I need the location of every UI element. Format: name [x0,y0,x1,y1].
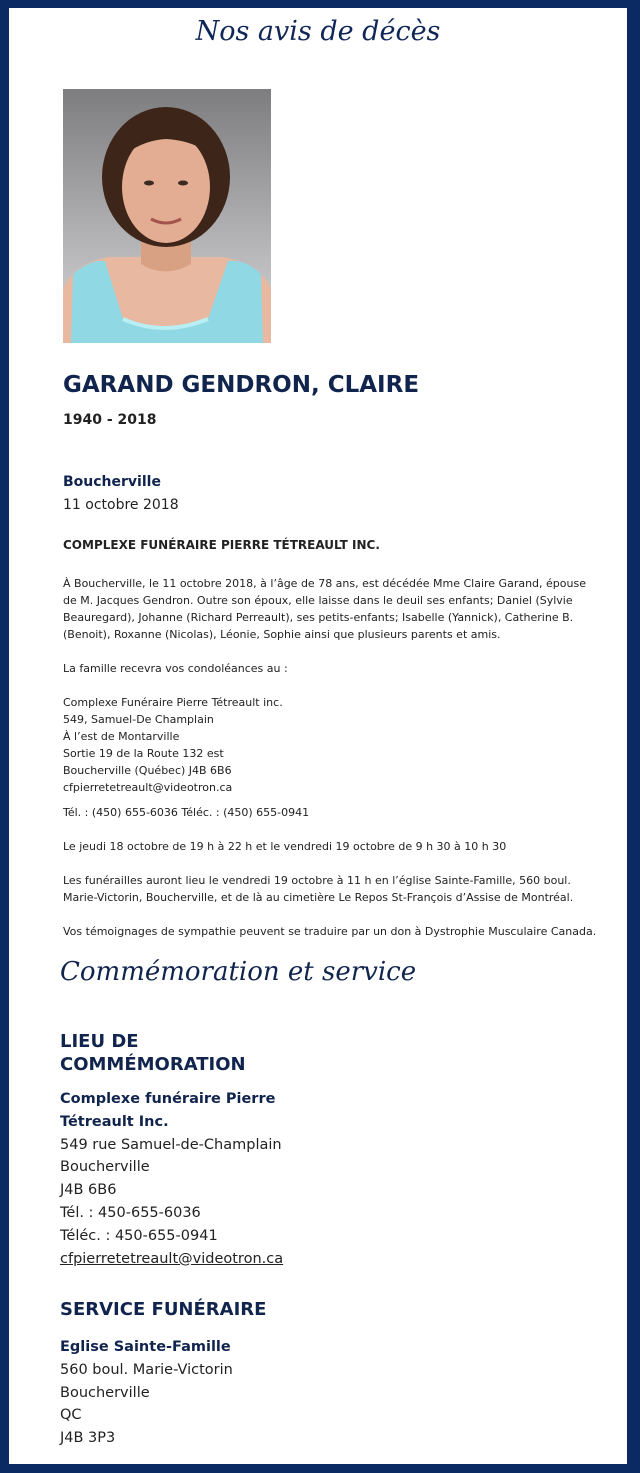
condolences-intro: La famille recevra vos condoléances au : [63,662,288,675]
commemoration-section-title: Commémoration et service [60,957,417,987]
address-line: Boucherville (Québec) J4B 6B6 [63,764,232,777]
venue-fax: Téléc. : 450-655-0941 [60,1227,218,1244]
service-street: 560 boul. Marie-Victorin [60,1361,233,1378]
portrait-photo [63,89,271,343]
venue-city: Boucherville [60,1159,150,1176]
venue-postal: J4B 6B6 [60,1182,117,1199]
venue-heading: LIEU DE COMMÉMORATION [60,1031,246,1075]
address-line: 549, Samuel-De Champlain [63,713,214,726]
funeral-home-address [63,694,598,796]
deceased-name: GARAND GENDRON, CLAIRE [63,372,420,398]
location: Boucherville [63,474,161,490]
venue-details [60,1088,290,1270]
phone-numbers: Tél. : (450) 655-6036 Téléc. : (450) 655-0941 [63,806,310,819]
obituary-frame [9,8,627,1464]
obituary-body: À Boucherville, le 11 octobre 2018, à l’âge de 78 ans, est décédée Mme Claire Garand, épouse de M. Jacques Gendron. Outre son époux, elle laisse dans le deuil ses enfants; Daniel (Sylvie Beauregard), Johanne (Richard Perreault), ses petits-enfants; Isabelle (Yannick), Catherine B. (Benoit), Roxanne (Nicolas), Léonie, Sophie ainsi que plusieurs parents et amis. [63,577,586,641]
address-email: cfpierretetreault@videotron.ca [63,781,233,794]
service-name: Eglise Sainte-Famille [60,1339,231,1355]
address-line: À l’est de Montarville [63,730,180,743]
venue-street: 549 rue Samuel-de-Champlain [60,1136,282,1153]
life-years: 1940 - 2018 [63,412,157,428]
address-line: Complexe Funéraire Pierre Tétreault inc. [63,696,283,709]
service-city: Boucherville [60,1384,150,1401]
venue-email-link[interactable]: cfpierretetreault@videotron.ca [60,1250,284,1267]
venue-phone: Tél. : 450-655-6036 [60,1204,201,1221]
service-details [60,1336,233,1450]
death-date: 11 octobre 2018 [63,497,179,513]
portrait-illustration [63,89,271,343]
sympathy-note: Vos témoignages de sympathie peuvent se traduire par un don à Dystrophie Musculaire Canada. [63,925,597,938]
venue-name: Complexe funéraire Pierre Tétreault Inc. [60,1091,276,1130]
address-line: Sortie 19 de la Route 132 est [63,747,224,760]
page-title: Nos avis de décès [195,16,441,47]
service-heading: SERVICE FUNÉRAIRE [60,1299,267,1320]
visitation-hours: Le jeudi 18 octobre de 19 h à 22 h et le vendredi 19 octobre de 9 h 30 à 10 h 30 [63,840,507,853]
service-province: QC [60,1407,82,1424]
service-postal: J4B 3P3 [60,1430,116,1447]
funeral-home-name: COMPLEXE FUNÉRAIRE PIERRE TÉTREAULT INC. [63,538,380,552]
funeral-details: Les funérailles auront lieu le vendredi 19 octobre à 11 h en l’église Sainte-Famille, 560 boul. Marie-Victorin, Boucherville, et de là au cimetière Le Repos St-François d’Assise de Montréal. [63,874,574,904]
